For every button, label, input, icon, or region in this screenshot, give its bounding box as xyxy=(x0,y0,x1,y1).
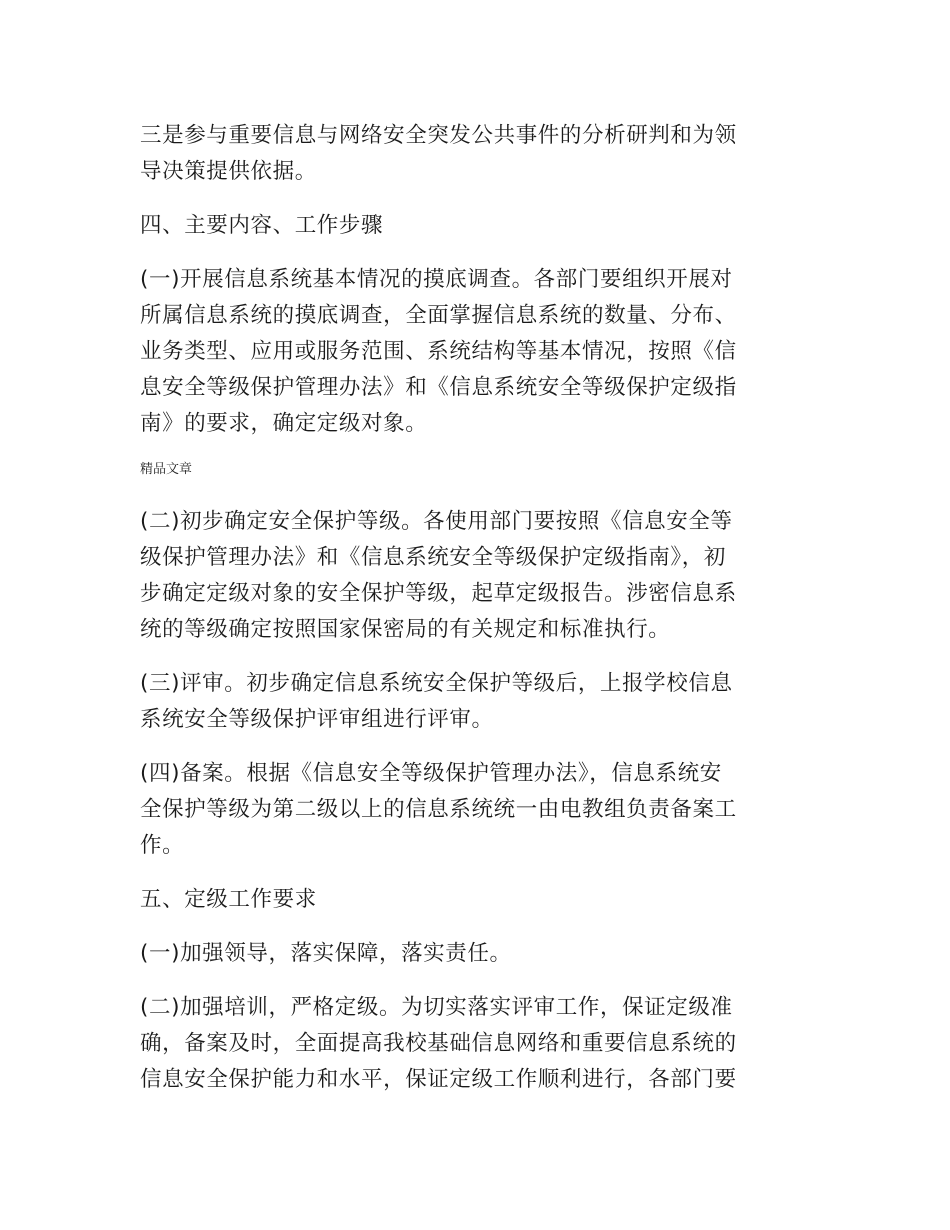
paragraph-step-four xyxy=(140,756,805,864)
paragraph-step-one xyxy=(140,262,805,442)
document-page xyxy=(140,118,805,1116)
paragraph-task-three xyxy=(140,118,805,190)
text-line: 所属信息系统的摸底调查，全面掌握信息系统的数量、分布、 xyxy=(140,303,737,328)
text-line: (一)开展信息系统基本情况的摸底调查。各部门要组织开展对 xyxy=(140,267,733,292)
text-line: 三是参与重要信息与网络安全突发公共事件的分析研判和为领 xyxy=(140,123,737,148)
text-line: 级保护管理办法》和《信息系统安全等级保护定级指南》，初 xyxy=(140,545,726,570)
text-line: (四)备案。根据《信息安全等级保护管理办法》，信息系统安 xyxy=(140,761,722,786)
text-line: 确，备案及时，全面提高我校基础信息网络和重要信息系统的 xyxy=(140,1031,737,1056)
section-heading-four xyxy=(140,208,805,244)
text-line: (一)加强领导，落实保障，落实责任。 xyxy=(140,941,512,966)
text-line: (三)评审。初步确定信息系统安全保护等级后，上报学校信息 xyxy=(140,671,733,696)
heading-text: 五、定级工作要求 xyxy=(140,887,317,912)
paragraph-requirement-two xyxy=(140,990,805,1098)
text-line: (二)加强培训，严格定级。为切实落实评审工作，保证定级准 xyxy=(140,995,733,1020)
note-text: 精品文章 xyxy=(140,462,193,477)
section-heading-five xyxy=(140,882,805,918)
paragraph-requirement-one xyxy=(140,936,805,972)
text-line: 作。 xyxy=(140,833,185,858)
paragraph-step-two xyxy=(140,504,805,648)
text-line: 统的等级确定按照国家保密局的有关规定和标准执行。 xyxy=(140,617,671,642)
text-line: 息安全等级保护管理办法》和《信息系统安全等级保护定级指 xyxy=(140,375,737,400)
text-line: 信息安全保护能力和水平，保证定级工作顺利进行，各部门要 xyxy=(140,1067,737,1092)
text-line: (二)初步确定安全保护等级。各使用部门要按照《信息安全等 xyxy=(140,509,733,534)
text-line: 业务类型、应用或服务范围、系统结构等基本情况，按照《信 xyxy=(140,339,737,364)
watermark-note xyxy=(140,460,805,480)
paragraph-step-three xyxy=(140,666,805,738)
heading-text: 四、主要内容、工作步骤 xyxy=(140,213,384,238)
text-line: 导决策提供依据。 xyxy=(140,159,317,184)
text-line: 步确定定级对象的安全保护等级，起草定级报告。涉密信息系 xyxy=(140,581,737,606)
text-line: 全保护等级为第二级以上的信息系统统一由电教组负责备案工 xyxy=(140,797,737,822)
text-line: 系统安全等级保护评审组进行评审。 xyxy=(140,707,494,732)
text-line: 南》的要求，确定定级对象。 xyxy=(140,411,428,436)
